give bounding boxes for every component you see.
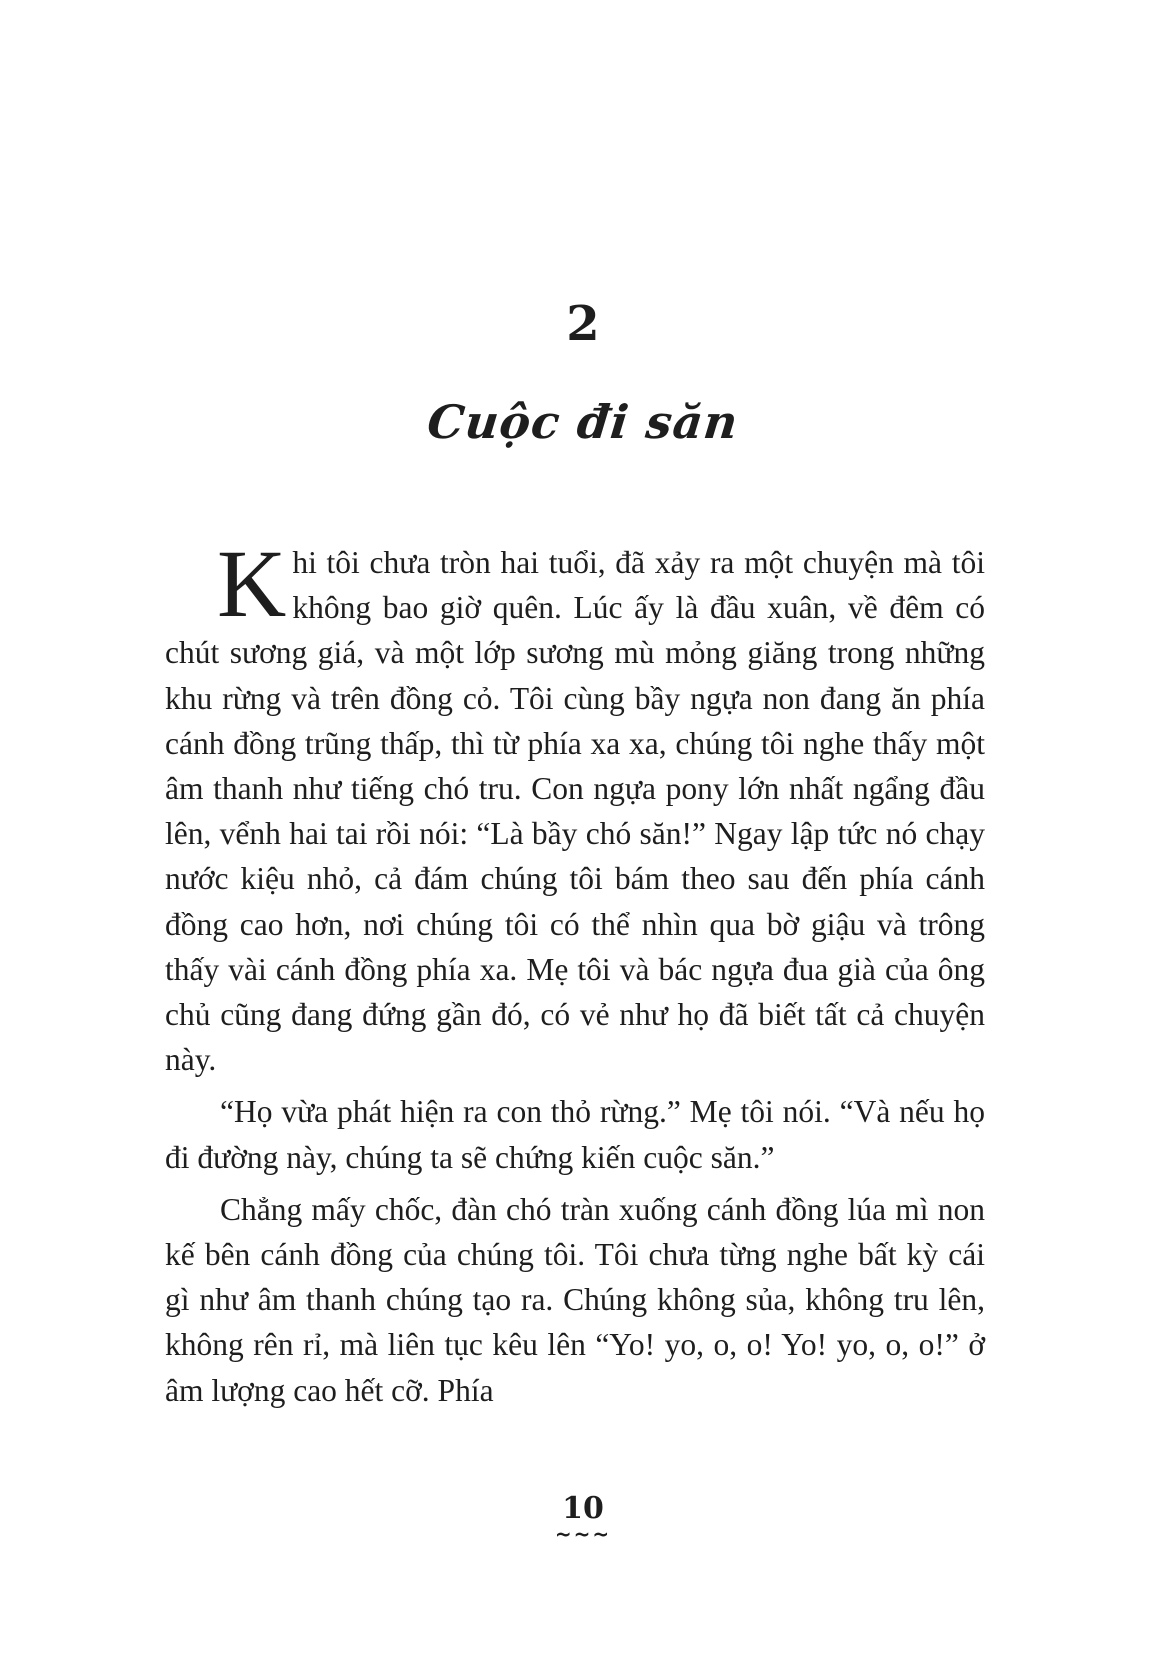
paragraph-1 [165,530,985,1082]
paragraph-3: Chẳng mấy chốc, đàn chó tràn xuống cánh đồng lúa mì non kế bên cánh đồng của chúng tôi. Tôi chưa từng nghe bất kỳ cái gì như âm thanh chúng tạo ra. Chúng không sủa, không tru lên, không rên rỉ, mà liên tục kêu lên “Yo! yo, o, o! Yo! yo, o, o!” ở âm lượng cao hết cỡ. Phía [165,1191,985,1408]
paragraph-2: “Họ vừa phát hiện ra con thỏ rừng.” Mẹ tôi nói. “Và nếu họ đi đường này, chúng ta sẽ chứng kiến cuộc săn.” [165,1094,985,1175]
drop-cap: K [217,530,287,637]
paragraph-1-text: hi tôi chưa tròn hai tuổi, đã xảy ra một chuyện mà tôi không bao giờ quên. Lúc ấy là đầu xuân, về đêm có chút sương giá, và một lớp sương mù mỏng giăng trong những khu rừng và trên đồng cỏ. Tôi cùng bầy ngựa non đang ăn phía cánh đồng trũng thấp, thì từ phía xa xa, chúng tôi nghe thấy một âm thanh như tiếng chó tru. Con ngựa pony lớn nhất ngẩng đầu lên, vểnh hai tai rồi nói: “Là bầy chó săn!” Ngay lập tức nó chạy nước kiệu nhỏ, cả đám chúng tôi bám theo sau đến phía cánh đồng cao hơn, nơi chúng tôi có thể nhìn qua bờ giậu và trông thấy vài cánh đồng phía xa. Mẹ tôi và bác ngựa đua già của ông chủ cũng đang đứng gần đó, có vẻ như họ đã biết tất cả chuyện này. [165,545,985,1078]
chapter-title: Cuộc đi săn [424,395,742,449]
chapter-number: 2 [566,296,600,352]
page-number: 10 [562,1491,604,1526]
page-number-ornament: ~~~ [554,1522,612,1546]
chapter-body [165,530,985,1420]
